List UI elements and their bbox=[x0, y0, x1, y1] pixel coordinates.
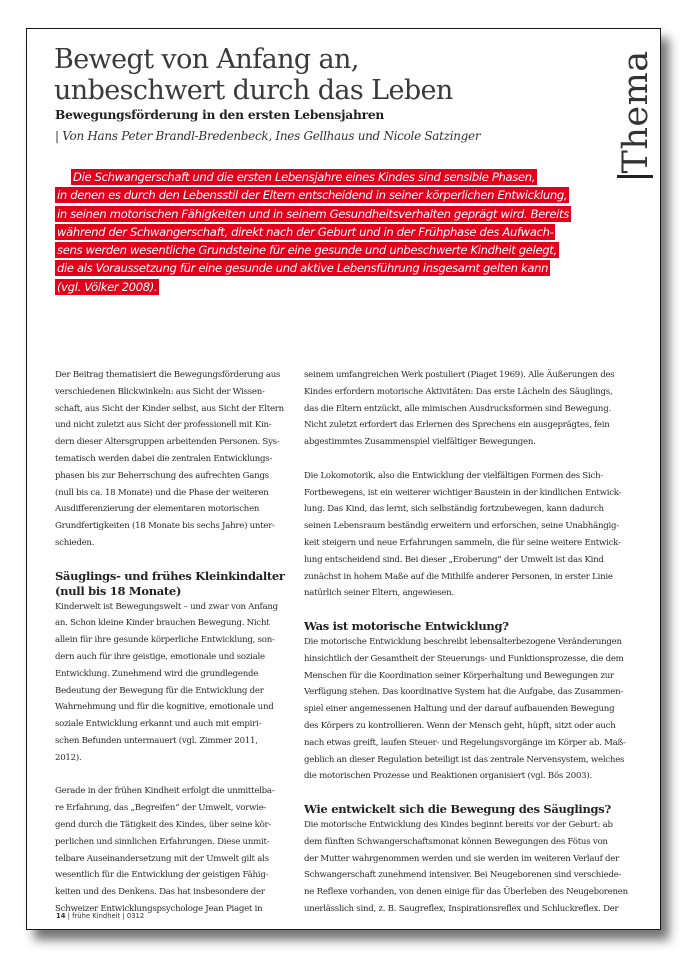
text-line: Fortbewegens, ist ein weiterer wichtiger Baustein in der kindlichen Entwick- bbox=[304, 487, 622, 498]
text-line: gend durch die Tätigkeit des Kindes, über seine kör- bbox=[55, 819, 272, 830]
text-line: des Körpers zu kontrollieren. Wenn der Mensch geht, hüpft, sitzt oder auch bbox=[304, 720, 616, 731]
text-line: dem fünften Schwangerschaftsmonat können Bewegungen des Fötus von bbox=[304, 836, 608, 847]
lead-line: während der Schwangerschaft, direkt nach der Geburt und in der Frühphase des Aufwach- bbox=[57, 224, 554, 239]
text-line: Gerade in der frühen Kindheit erfolgt die unmittelba- bbox=[55, 786, 275, 797]
body-paragraph bbox=[304, 634, 644, 785]
section-heading-saeuglingsalter: Säuglings- und frühes Kleinkindalter (null bis 18 Monate) bbox=[55, 568, 285, 598]
text-line: soziale Entwicklung erkannt und auch mit empiri- bbox=[55, 719, 262, 730]
lead-line: in seinen motorischen Fähigkeiten und in seinem Gesundheitsverhalten geprägt wird. Bereits bbox=[57, 206, 569, 221]
text-line: Der Beitrag thematisiert die Bewegungsförderung aus bbox=[55, 370, 281, 380]
text-line: Verfügung stehen. Das koordinative System hat die Aufgabe, das Zusammen- bbox=[304, 687, 624, 698]
article-title-line-2: unbeschwert durch das Leben bbox=[54, 75, 453, 106]
text-line: Wahrnehmung und für die kognitive, emotionale und bbox=[55, 702, 274, 713]
article-title bbox=[54, 44, 453, 106]
text-line: keit steigern und neue Erfahrungen sammeln, die für seine weitere Entwick- bbox=[304, 537, 621, 548]
text-line: Grundfertigkeiten (18 Monate bis sechs Jahre) unter- bbox=[55, 521, 275, 532]
article-subtitle: Bewegungsförderung in den ersten Lebensjahren bbox=[55, 108, 385, 122]
issue-number: 0312 bbox=[126, 912, 145, 920]
text-line: hinsichtlich der Gesamtheit der Steuerungs- und Funktionsprozesse, die dem bbox=[304, 653, 624, 664]
text-line: re Erfahrung, das „Begreifen“ der Umwelt, vorwie- bbox=[55, 803, 267, 814]
text-line: dern auch für ihre geistige, emotionale und soziale bbox=[55, 651, 265, 662]
paragraph-gap bbox=[55, 552, 295, 569]
text-line: schen Befunden untermauert (vgl. Zimmer 2011, bbox=[55, 735, 258, 746]
text-line: ne Reflexe vorhanden, von denen einige für das Überleben des Neugeborenen bbox=[304, 887, 628, 898]
text-line: Schwangerschaft zunehmend intensiver. Bei Neugeborenen sind verschiede- bbox=[304, 870, 622, 881]
paragraph-gap bbox=[304, 451, 644, 468]
section-heading-motorische-entwicklung: Was ist motorische Entwicklung? bbox=[304, 618, 509, 633]
lead-paragraph bbox=[55, 168, 569, 296]
lead-line: die als Voraussetzung für eine gesunde und aktive Lebensführung insgesamt gelten kann bbox=[57, 261, 549, 276]
text-line: telbare Auseinandersetzung mit der Umwelt gilt als bbox=[55, 853, 269, 864]
section-label-text: Thema bbox=[616, 50, 656, 174]
text-line: lung. Das Kind, das lernt, sich selbständig fortzubewegen, kann dadurch bbox=[304, 504, 604, 515]
text-line: abgestimmtes Zusammenspiel vielfältiger Bewegungen. bbox=[304, 437, 536, 448]
text-line: schaft, aus Sicht der Kinder selbst, aus Sicht der Eltern bbox=[55, 403, 284, 414]
text-line: Kindes erfordern motorische Aktivitäten: Das erste Lächeln des Säuglings, bbox=[304, 386, 613, 397]
text-line: seinen Lebensraum beständig erweitern und erforschen, seine Unabhängig- bbox=[304, 521, 619, 532]
text-line: und nicht zuletzt aus Sicht der professionell mit Kin- bbox=[55, 420, 272, 431]
section-label bbox=[616, 50, 656, 178]
body-paragraph bbox=[304, 817, 644, 918]
text-line: Die Lokomotorik, also die Entwicklung der vielfältigen Formen des Sich- bbox=[304, 470, 604, 481]
text-line: natürlich seiner Eltern, angewiesen. bbox=[304, 588, 454, 599]
paragraph-gap bbox=[55, 767, 295, 784]
section-heading-saeugling-bewegung: Wie entwickelt sich die Bewegung des Säuglings? bbox=[304, 801, 611, 816]
text-line: Die motorische Entwicklung beschreibt lebensalterbezogene Veränderungen bbox=[304, 636, 622, 647]
text-line: die motorischen Prozesse und Reaktionen organisiert (vgl. Bös 2003). bbox=[304, 771, 592, 782]
footer-separator: | bbox=[120, 912, 127, 920]
body-paragraph bbox=[304, 468, 644, 602]
text-line: zunächst in hohem Maße auf die Mithilfe anderer Personen, in erster Linie bbox=[304, 571, 613, 582]
section-label-bar bbox=[617, 176, 653, 179]
lead-line: in denen es durch den Lebensstil der Eltern entscheidend in seiner körperlichen Entwicklung, bbox=[57, 188, 568, 203]
lead-line: Die Schwangerschaft und die ersten Lebensjahre eines Kindes sind sensible Phasen, bbox=[73, 170, 536, 184]
lead-line: (vgl. Völker 2008). bbox=[57, 279, 158, 294]
body-paragraph bbox=[304, 367, 644, 451]
text-line: keiten und des Denkens. Das hat insbesondere der bbox=[55, 887, 265, 898]
text-line: Die motorische Entwicklung des Kindes beginnt bereits vor der Geburt: ab bbox=[304, 819, 613, 830]
text-line: geblich an dieser Regulation beteiligt ist das zentrale Nervensystem, welches bbox=[304, 754, 625, 765]
text-line: nach etwas greift, laufen Steuer- und Regelungsvorgänge im Körper ab. Maß- bbox=[304, 737, 626, 748]
body-column-right bbox=[304, 367, 644, 918]
intro-paragraph bbox=[55, 367, 295, 552]
text-line: wesentlich für die Entwicklung der geistigen Fähig- bbox=[55, 870, 269, 881]
text-line: 2012). bbox=[55, 752, 82, 763]
text-line: Ausdifferenzierung der elementaren motorischen bbox=[55, 504, 260, 515]
text-line: unerlässlich sind, z. B. Saugreflex, Inspirationsreflex und Schluckreflex. Der bbox=[304, 903, 619, 914]
text-line: phasen bis zur Beherrschung des aufrechten Gangs bbox=[55, 470, 269, 481]
text-line: das die Eltern entzückt, alle mimischen Ausdrucksformen sind Bewegung. bbox=[304, 403, 611, 414]
text-line: tematisch werden dabei die zentralen Entwicklungs- bbox=[55, 453, 273, 464]
article-byline: | Von Hans Peter Brandl-Bredenbeck, Ines Gellhaus und Nicole Satzinger bbox=[55, 129, 481, 143]
text-line: Entwicklung. Zunehmend wird die grundlegende bbox=[55, 668, 259, 679]
footer-separator: | bbox=[65, 912, 73, 920]
text-line: spiel einer angemessenen Haltung und der darauf aufbauenden Bewegung bbox=[304, 704, 615, 715]
text-line: Menschen für die Koordination seiner Körperhaltung und Bewegungen zur bbox=[304, 670, 614, 681]
text-line: verschiedenen Blickwinkeln: aus Sicht der Wissen- bbox=[55, 386, 265, 397]
page-number: 14 bbox=[56, 912, 66, 920]
article-title-line-1: Bewegt von Anfang an, bbox=[54, 44, 359, 75]
text-line: der Mutter wahrgenommen werden und sie werden im weiteren Verlauf der bbox=[304, 853, 619, 864]
body-column-left bbox=[55, 367, 295, 918]
page-footer bbox=[56, 912, 144, 920]
text-line: Nicht zuletzt erfordert das Erlernen des Sprechens ein ausgeprägtes, fein bbox=[304, 420, 610, 431]
body-paragraph bbox=[55, 783, 295, 917]
text-line: perlichen und sinnlichen Erfahrungen. Diese unmit- bbox=[55, 836, 270, 847]
text-line: schieden. bbox=[55, 537, 95, 548]
text-line: an. Schon kleine Kinder brauchen Bewegung. Nicht bbox=[55, 618, 270, 629]
magazine-name: frühe Kindheit bbox=[72, 912, 121, 920]
lead-line: sens werden wesentliche Grundsteine für eine gesunde und unbeschwerte Kindheit gelegt, bbox=[57, 243, 557, 258]
text-line: (null bis ca. 18 Monate) und die Phase der weiteren bbox=[55, 487, 269, 498]
text-line: allein für ihre gesunde körperliche Entwicklung, son- bbox=[55, 635, 275, 646]
text-line: Schweizer Entwicklungspsychologe Jean Piaget in bbox=[55, 903, 263, 914]
paragraph-gap bbox=[304, 602, 644, 619]
text-line: seinem umfangreichen Werk postuliert (Piaget 1969). Alle Äußerungen des bbox=[304, 370, 615, 380]
text-line: dern dieser Altersgruppen arbeitenden Personen. Sys- bbox=[55, 437, 280, 448]
body-paragraph bbox=[55, 599, 295, 767]
paragraph-gap bbox=[304, 785, 644, 802]
text-line: Bedeutung der Bewegung für die Entwicklung der bbox=[55, 685, 264, 696]
text-line: Kinderwelt ist Bewegungswelt – und zwar von Anfang bbox=[55, 601, 278, 612]
text-line: lung entscheidend sind. Bei dieser „Eroberung“ der Umwelt ist das Kind bbox=[304, 554, 604, 565]
